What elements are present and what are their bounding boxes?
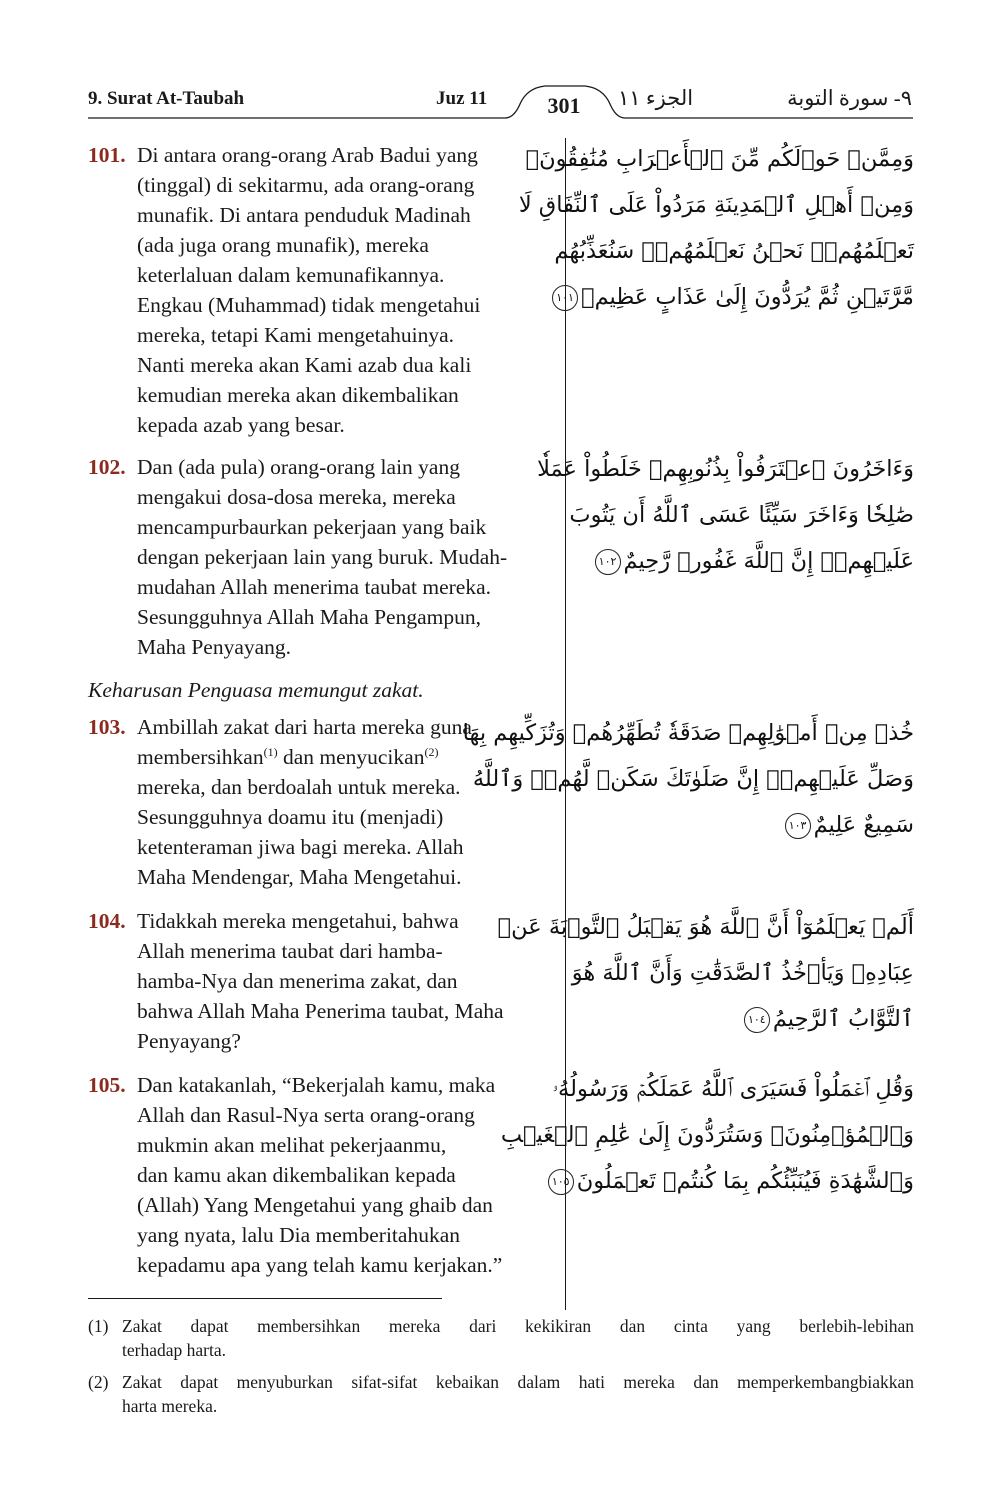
- header-rule: [0, 0, 1000, 140]
- footnote-ref-2[interactable]: (2): [424, 745, 439, 759]
- translation-line: Engkau (Muhammad) tidak mengetahui: [137, 293, 481, 317]
- translation-line: Dan (ada pula) orang-orang lain yang: [137, 455, 460, 479]
- arabic-line: عِبَادِهِۦ وَيَأۡخُذُ ٱلصَّدَقَٰتِ وَأَنَّ ٱللَّهَ هُوَ: [571, 960, 914, 986]
- translation-line: Dan katakanlah, “Bekerjalah kamu, maka: [137, 1073, 496, 1097]
- arabic-line: وَقُلِ ٱعۡمَلُواْ فَسَيَرَى ٱللَّهُ عَمَلَكُمۡ وَرَسُولُهُۥ: [552, 1076, 914, 1102]
- footnote-line: Zakat dapat membersihkan mereka dari kekikiran dan cinta yang berlebih-lebihan: [122, 1316, 914, 1336]
- arabic-line: تَعۡلَمُهُمۡۖ نَحۡنُ نَعۡلَمُهُمۡۚ سَنُعَذِّبُهُم: [554, 238, 914, 264]
- ayah-end-marker: ١٠٢: [595, 549, 621, 575]
- footnote-rule: [88, 1298, 442, 1299]
- arabic-line: مَّرَّتَيۡنِ ثُمَّ يُرَدُّونَ إِلَىٰ عَذَابٍ عَظِيمٖ: [581, 284, 914, 310]
- translation-line: keterlaluan dalam kemunafikannya.: [137, 263, 445, 287]
- verse-number: 102.: [88, 455, 126, 479]
- footnote-1: [88, 1314, 914, 1362]
- verse-101-translation: [88, 140, 558, 440]
- footnote-line: terhadap harta.: [122, 1340, 226, 1360]
- arabic-line: ٱلتَّوَّابُ ٱلرَّحِيمُ: [772, 1006, 914, 1032]
- translation-line: mukmin akan melihat pekerjaanmu,: [137, 1133, 447, 1157]
- translation-line: Ambillah zakat dari harta mereka guna: [137, 715, 472, 739]
- footnote-marker: (2): [88, 1372, 109, 1392]
- translation-line: Sesungguhnya doamu itu (menjadi): [137, 805, 444, 829]
- arabic-line: خُذۡ مِنۡ أَمۡوَٰلِهِمۡ صَدَقَةٗ تُطَهِّرُهُمۡ وَتُزَكِّيهِم بِهَا: [462, 720, 914, 746]
- footnote-marker: (1): [88, 1316, 109, 1336]
- arabic-line: سَمِيعٌ عَلِيمٌ: [813, 812, 914, 838]
- running-header-juz: Juz 11: [436, 88, 488, 109]
- translation-line: Nanti mereka akan Kami azab dua kali: [137, 353, 472, 377]
- translation-line: mereka, tetapi Kami mengetahuinya.: [137, 323, 454, 347]
- translation-line: yang nyata, lalu Dia memberitahukan: [137, 1223, 460, 1247]
- arabic-line: صَٰلِحٗا وَءَاخَرَ سَيِّئًا عَسَى ٱللَّهُ أَن يَتُوبَ: [569, 502, 914, 528]
- arabic-line: أَلَمۡ يَعۡلَمُوٓاْ أَنَّ ٱللَّهَ هُوَ يَقۡبَلُ ٱلتَّوۡبَةَ عَنۡ: [497, 914, 914, 940]
- footnote-line: harta mereka.: [122, 1396, 218, 1416]
- translation-line: (ada juga orang munafik), mereka: [137, 233, 429, 257]
- footnote-ref-1[interactable]: (1): [263, 745, 278, 759]
- verse-number: 104.: [88, 909, 126, 933]
- footnote-line: Zakat dapat menyuburkan sifat-sifat kebaikan dalam hati mereka dan memperkembangbiakkan: [122, 1372, 914, 1392]
- arabic-line: عَلَيۡهِمۡۚ إِنَّ ٱللَّهَ غَفُورٞ رَّحِيمٌ: [623, 548, 914, 574]
- translation-line: mengakui dosa-dosa mereka, mereka: [137, 485, 456, 509]
- verse-number: 101.: [88, 143, 126, 167]
- translation-line: dan kamu akan dikembalikan kepada: [137, 1163, 456, 1187]
- translation-line: Sesungguhnya Allah Maha Pengampun,: [137, 605, 481, 629]
- verse-101-arabic: [518, 136, 914, 320]
- translation-line: bahwa Allah Maha Penerima taubat, Maha: [137, 999, 504, 1023]
- translation-line: ketenteraman jiwa bagi mereka. Allah: [137, 835, 464, 859]
- ayah-end-marker: ١٠٤: [744, 1007, 770, 1033]
- verse-105-arabic: [500, 1066, 914, 1204]
- verse-number: 105.: [88, 1073, 126, 1097]
- translation-line: hamba-Nya dan menerima zakat, dan: [137, 969, 458, 993]
- verse-104-translation: [88, 906, 558, 1056]
- translation-line: (tinggal) di sekitarmu, ada orang-orang: [137, 173, 475, 197]
- translation-line: Maha Mendengar, Maha Mengetahui.: [137, 865, 462, 889]
- translation-line: Di antara orang-orang Arab Badui yang: [137, 143, 478, 167]
- translation-line: Allah menerima taubat dari hamba-: [137, 939, 443, 963]
- ayah-end-marker: ١٠٣: [785, 813, 811, 839]
- arabic-line: وَصَلِّ عَلَيۡهِمۡۖ إِنَّ صَلَوٰتَكَ سَكَنٞ لَّهُمۡۗ وَٱللَّهُ: [472, 766, 914, 792]
- running-header-surah-arabic: ٩- سورة التوبة: [787, 86, 912, 110]
- translation-line: mencampurbaurkan pekerjaan yang baik: [137, 515, 487, 539]
- verse-102-translation: [88, 452, 558, 662]
- translation-line: kemudian mereka akan dikembalikan: [137, 383, 459, 407]
- translation-line: mereka, dan berdoalah untuk mereka.: [137, 775, 461, 799]
- translation-line: Allah dan Rasul-Nya serta orang-orang: [137, 1103, 475, 1127]
- verse-105-translation: [88, 1070, 558, 1280]
- translation-line: Tidakkah mereka mengetahui, bahwa: [137, 909, 459, 933]
- translation-fragment: membersihkan: [137, 745, 264, 769]
- arabic-line: وَٱلۡمُؤۡمِنُونَۖ وَسَتُرَدُّونَ إِلَىٰ عَٰلِمِ ٱلۡغَيۡبِ: [500, 1122, 914, 1148]
- translation-line: dengan pekerjaan lain yang buruk. Mudah-: [137, 545, 508, 569]
- running-header-surah: 9. Surat At-Taubah: [88, 88, 245, 109]
- arabic-line: وَمِمَّنۡ حَوۡلَكُم مِّنَ ٱلۡأَعۡرَابِ مُنَٰفِقُونَۖ: [525, 146, 914, 172]
- verse-103-arabic: [462, 710, 914, 848]
- verse-102-arabic: [537, 446, 914, 584]
- footnote-2: [88, 1370, 914, 1418]
- page-number: 301: [547, 93, 581, 118]
- translation-line: munafik. Di antara penduduk Madinah: [137, 203, 471, 227]
- arabic-line: وَمِنۡ أَهۡلِ ٱلۡمَدِينَةِ مَرَدُواْ عَلَى ٱلنِّفَاقِ لَا: [518, 192, 914, 218]
- ayah-end-marker: ١٠٥: [548, 1169, 574, 1195]
- running-header-juz-arabic: الجزء ١١: [618, 86, 694, 110]
- translation-fragment: dan menyucikan: [277, 745, 425, 769]
- translation-line: Penyayang?: [137, 1029, 241, 1053]
- translation-line: mudahan Allah menerima taubat mereka.: [137, 575, 492, 599]
- verse-number: 103.: [88, 715, 126, 739]
- translation-line: kepadamu apa yang telah kamu kerjakan.”: [137, 1253, 503, 1277]
- translation-line: kepada azab yang besar.: [137, 413, 345, 437]
- section-heading: Keharusan Penguasa memungut zakat.: [88, 678, 424, 702]
- arabic-line: وَٱلشَّهَٰدَةِ فَيُنَبِّئُكُم بِمَا كُنتُمۡ تَعۡمَلُونَ: [576, 1168, 914, 1194]
- verse-104-arabic: [497, 904, 914, 1042]
- translation-line: Maha Penyayang.: [137, 635, 292, 659]
- translation-line: (Allah) Yang Mengetahui yang ghaib dan: [137, 1193, 493, 1217]
- arabic-line: وَءَاخَرُونَ ٱعۡتَرَفُواْ بِذُنُوبِهِمۡ خَلَطُواْ عَمَلٗا: [537, 456, 914, 482]
- ayah-end-marker: ١٠١: [552, 285, 578, 311]
